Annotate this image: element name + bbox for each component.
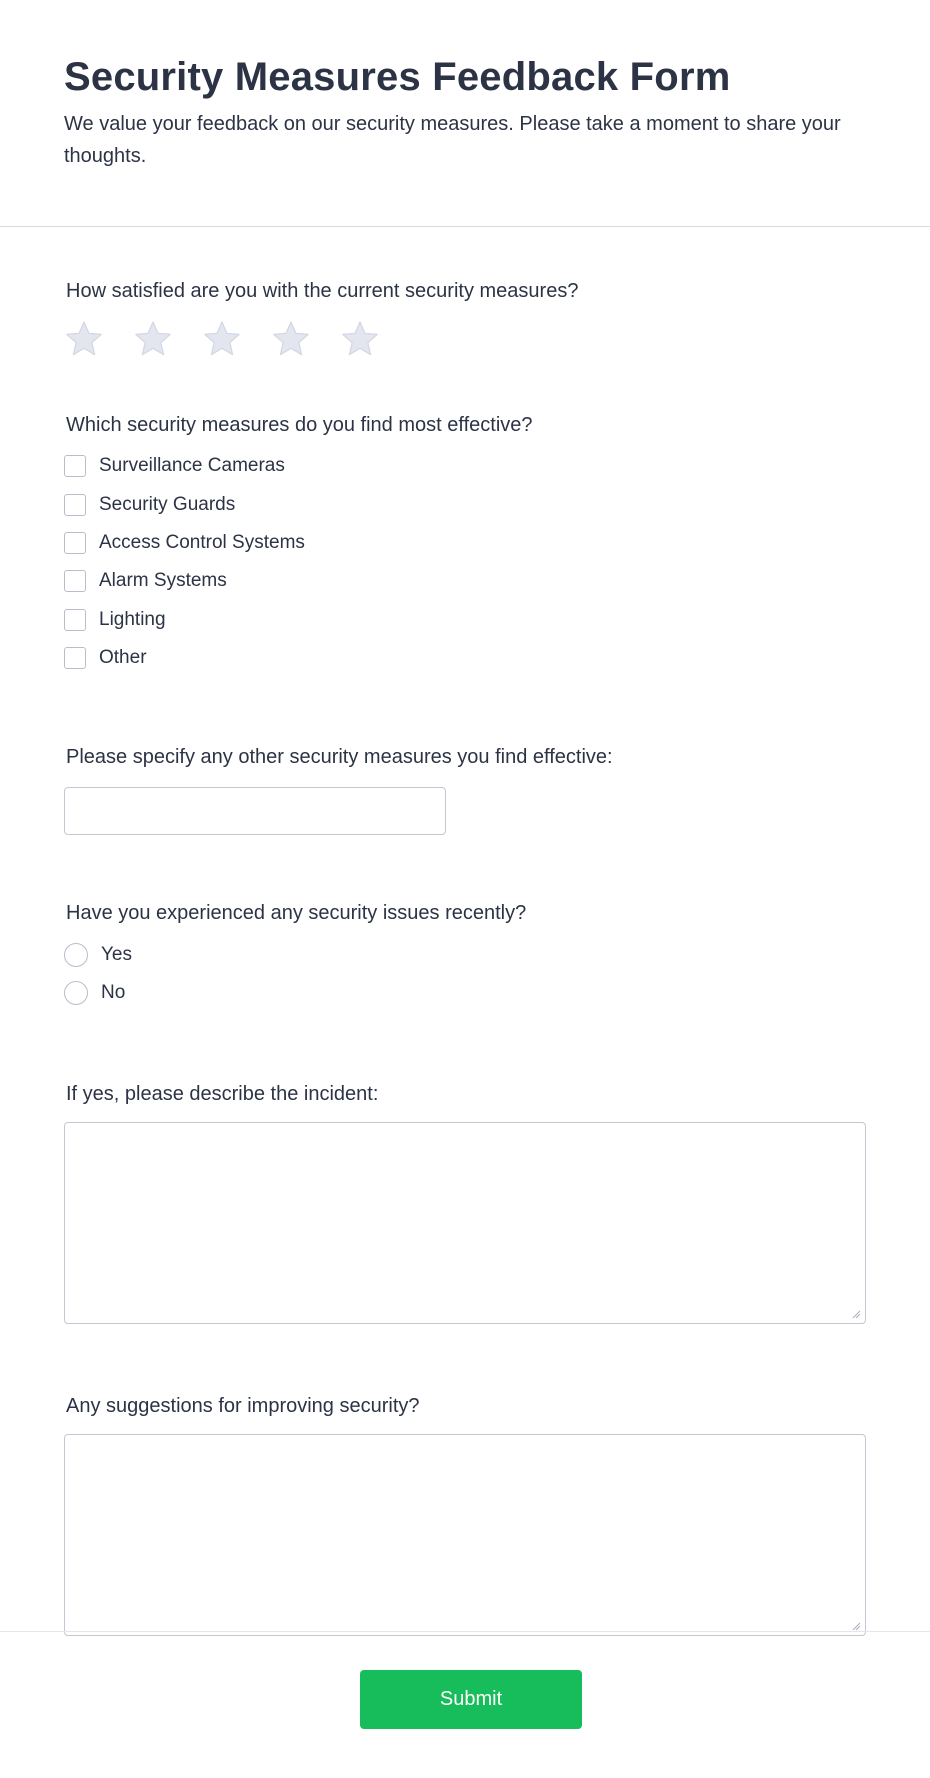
suggestions-question	[64, 1324, 866, 1636]
checkbox[interactable]	[64, 570, 86, 592]
star-1-icon[interactable]	[64, 319, 104, 359]
effective-measures-label: Which security measures do you find most effective?	[66, 414, 533, 436]
page-description: We value your feedback on our security measures. Please take a moment to share your thoughts.	[64, 113, 841, 167]
checkbox-label: Alarm Systems	[99, 570, 227, 592]
checkbox-label: Access Control Systems	[99, 531, 305, 553]
rating-question	[64, 227, 866, 359]
checkbox-security-guards[interactable]	[64, 485, 866, 523]
star-2-icon[interactable]	[133, 319, 173, 359]
form-footer	[0, 1631, 930, 1778]
checkbox-other[interactable]	[64, 639, 866, 677]
radio-yes[interactable]	[64, 935, 866, 973]
checkbox[interactable]	[64, 532, 86, 554]
checkbox[interactable]	[64, 494, 86, 516]
incident-question	[64, 1012, 866, 1324]
incident-textarea[interactable]	[64, 1122, 866, 1324]
radio-no[interactable]	[64, 974, 866, 1012]
checkbox-label: Security Guards	[99, 493, 236, 515]
resize-handle-icon[interactable]	[852, 1310, 861, 1319]
star-5-icon[interactable]	[340, 319, 380, 359]
checkbox[interactable]	[64, 455, 86, 477]
submit-button[interactable]: Submit	[360, 1670, 582, 1729]
checkbox-lighting[interactable]	[64, 601, 866, 639]
rating-question-label: How satisfied are you with the current security measures?	[66, 280, 579, 302]
other-measures-input[interactable]	[64, 787, 446, 835]
security-issues-question	[64, 835, 866, 1012]
radio-label: Yes	[101, 943, 132, 965]
resize-handle-icon[interactable]	[852, 1622, 861, 1631]
radio-label: No	[101, 981, 126, 1003]
checkbox-label: Surveillance Cameras	[99, 455, 285, 477]
checkbox-surveillance-cameras[interactable]	[64, 447, 866, 485]
checkbox[interactable]	[64, 647, 86, 669]
security-issues-label: Have you experienced any security issues recently?	[66, 902, 527, 925]
radio-button[interactable]	[64, 981, 88, 1005]
other-measures-question	[64, 677, 866, 835]
star-4-icon[interactable]	[271, 319, 311, 359]
form-header	[0, 0, 930, 227]
other-measures-label: Please specify any other security measures you find effective:	[66, 746, 613, 769]
star-3-icon[interactable]	[202, 319, 242, 359]
suggestions-textarea[interactable]	[64, 1434, 866, 1636]
feedback-form	[0, 227, 930, 1636]
suggestions-label: Any suggestions for improving security?	[66, 1395, 420, 1418]
star-rating	[64, 319, 866, 359]
checkbox-label: Lighting	[99, 608, 166, 630]
radio-button[interactable]	[64, 943, 88, 967]
effective-measures-question	[64, 359, 866, 677]
checkbox[interactable]	[64, 609, 86, 631]
page-title: Security Measures Feedback Form	[64, 55, 731, 99]
checkbox-access-control-systems[interactable]	[64, 524, 866, 562]
incident-label: If yes, please describe the incident:	[66, 1083, 379, 1106]
checkbox-alarm-systems[interactable]	[64, 562, 866, 600]
checkbox-label: Other	[99, 647, 147, 669]
